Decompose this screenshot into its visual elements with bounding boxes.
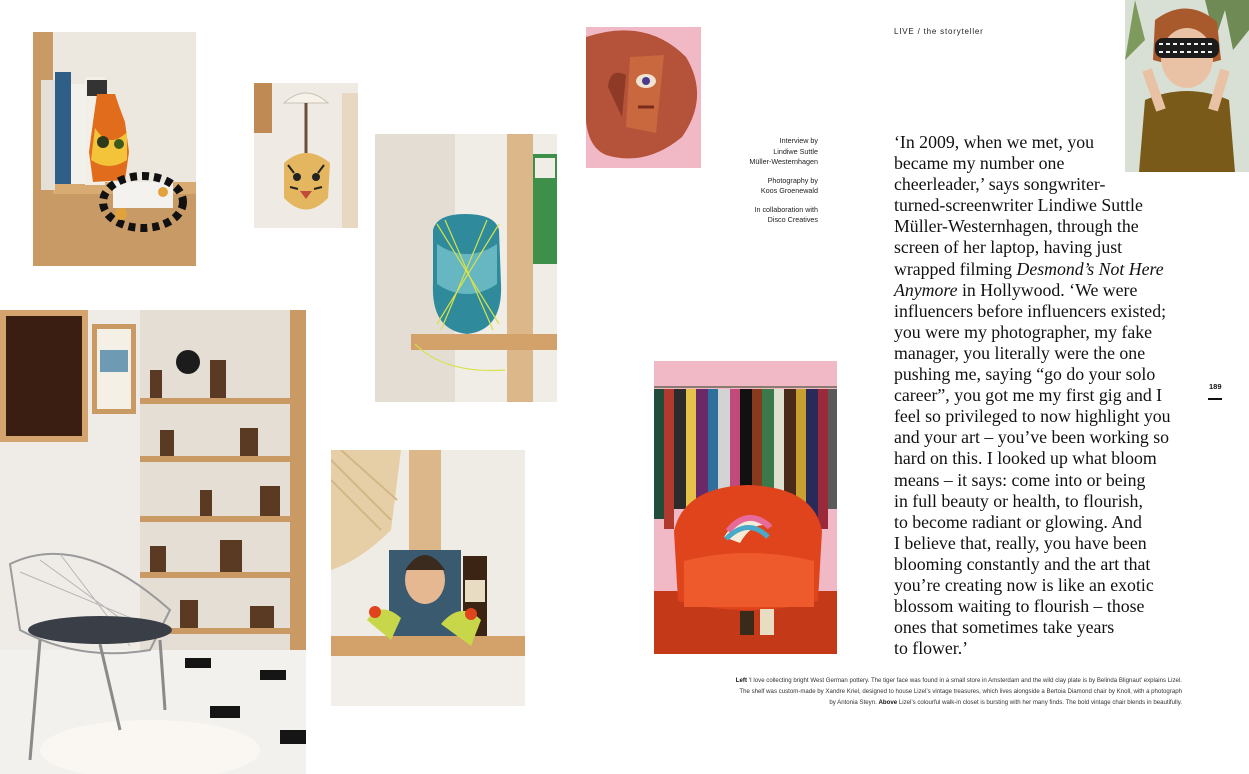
credit-photography bbox=[700, 176, 818, 197]
section-label: LIVE / the storyteller bbox=[894, 27, 984, 36]
article-line: blooming constantly and the art that bbox=[894, 553, 1151, 574]
article-line: career”, you got me my first gig and I bbox=[894, 385, 1163, 406]
photo-living-room bbox=[0, 310, 306, 774]
article-line: ‘In 2009, when we met, you bbox=[894, 132, 1094, 152]
credit-collab-label: In collaboration with bbox=[754, 204, 818, 214]
article-line: influencers before influencers existed; bbox=[894, 300, 1167, 321]
caption-text: ‘I love collecting bright West German pottery. The tiger face was found in a small store in Amsterdam and the wild clay plate is by Belinda Blignaut’ explains Lizel. bbox=[748, 677, 1182, 684]
article-line: screen of her laptop, having just bbox=[894, 237, 1123, 258]
article-line: you were my photographer, my fake bbox=[894, 321, 1153, 342]
caption-left-label: Left bbox=[735, 677, 747, 684]
article-line: manager, you literally were the one bbox=[894, 342, 1146, 363]
page-number: 189 bbox=[1209, 382, 1222, 391]
article-line: cheerleader,’ says songwriter- bbox=[894, 174, 1106, 195]
photo-tiger-face bbox=[254, 83, 358, 228]
article-line: means – it says: come into or being bbox=[894, 469, 1146, 490]
credit-photography-label: Photography by bbox=[767, 175, 818, 185]
photo-teal-vase bbox=[375, 134, 557, 402]
article-line: blossom waiting to flourish – those bbox=[894, 596, 1145, 617]
credit-interview bbox=[700, 136, 818, 168]
article-line: in full beauty or health, to flourish, bbox=[894, 490, 1143, 511]
credit-interview-label: Interview by bbox=[779, 136, 818, 145]
photo-portrait-birds bbox=[331, 450, 525, 706]
article-line: feel so privileged to now highlight you bbox=[894, 406, 1171, 427]
caption-text: Lizel’s colourful walk-in closet is bursting with her many finds. The bold vintage chair blends in beautifully. bbox=[898, 699, 1182, 706]
article-line bbox=[894, 259, 1194, 280]
article-line: and your art – you’ve been working so bbox=[894, 427, 1170, 448]
article-line: Müller-Westernhagen, through the bbox=[894, 216, 1139, 237]
film-title: Desmond’s Not Here bbox=[1016, 258, 1164, 279]
film-title-end: Anymore bbox=[894, 279, 958, 300]
photo-clay-plate bbox=[586, 27, 701, 168]
article-line: ones that sometimes take years bbox=[894, 617, 1115, 638]
article-line: turned-screenwriter Lindiwe Suttle bbox=[894, 195, 1143, 216]
credit-interview-name-1: Lindiwe Suttle bbox=[773, 146, 818, 156]
article-text: in Hollywood. ‘We were bbox=[961, 279, 1138, 300]
article-line: pushing me, saying “go do your solo bbox=[894, 364, 1156, 385]
caption-text: by Antonia Steyn. bbox=[829, 699, 877, 706]
caption-line bbox=[668, 697, 1182, 708]
photo-pottery-shelf bbox=[33, 32, 196, 266]
article-line: hard on this. I looked up what bloom bbox=[894, 448, 1157, 469]
folio-rule-icon bbox=[1208, 398, 1222, 400]
caption-line: The shelf was custom-made by Xandre Kriel, designed to house Lizel’s vintage treasures, which lives alongside a Bertoia Diamond chair by Knoll, with a photograph bbox=[739, 688, 1182, 695]
credit-photography-name: Koos Groenewald bbox=[760, 186, 818, 195]
article-line bbox=[894, 280, 1194, 301]
article-body bbox=[894, 132, 1194, 659]
credit-collab-name: Disco Creatives bbox=[767, 215, 818, 224]
article-line: I believe that, really, you have been bbox=[894, 532, 1147, 553]
credit-collaboration bbox=[700, 205, 818, 226]
caption-line bbox=[668, 675, 1182, 686]
photo-closet-chair bbox=[654, 361, 837, 654]
article-line: you’re creating now is like an exotic bbox=[894, 574, 1154, 595]
article-line: to flower.’ bbox=[894, 638, 969, 659]
credits-block bbox=[700, 136, 818, 234]
article-line: became my number one bbox=[894, 153, 1065, 174]
credit-interview-name-2: Müller-Westernhagen bbox=[749, 157, 818, 166]
article-line: to become radiant or glowing. And bbox=[894, 511, 1142, 532]
caption-above-label: Above bbox=[878, 699, 898, 706]
article-text: wrapped filming bbox=[894, 258, 1013, 279]
photo-caption bbox=[668, 675, 1182, 708]
